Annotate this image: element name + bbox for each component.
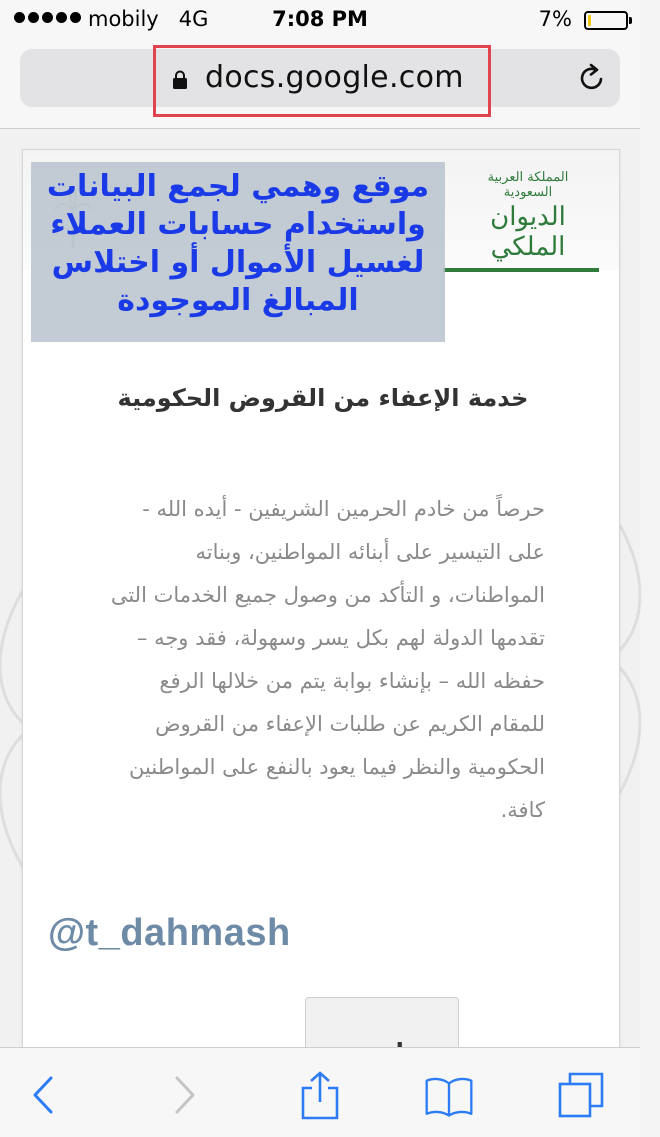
battery-percent: 7% [538,7,572,31]
warning-overlay-text: موقع وهمي لجمع البيانات واستخدام حسابات العملاء لغسيل الأموال أو اختلاس المبالغ الموجودة [31,162,445,342]
header-divider [443,268,599,272]
status-time: 7:08 PM [272,7,368,31]
bookmarks-icon[interactable] [424,1070,474,1120]
logo-top-line: المملكة العربية السعودية [487,170,569,200]
back-icon[interactable] [20,1070,70,1120]
lock-icon [172,70,188,90]
carrier-name: mobily [88,7,159,31]
service-description: حرصاً من خادم الحرمين الشريفين - أيده الله - على التيسير على أبنائه المواطنين، وبناته المواطنات، و التأكد من وصول جميع الخدمات التى تقدمها الدولة لهم بكل يسر وسهولة، فقد وجه – حفظه الله – بإنشاء بوابة يتم من خلالها الرفع للمقام الكريم عن طلبات الإعفاء من القروض الحكومية والنظر فيما يعود بالنفع على المواطنين كافة. [110,497,545,822]
browser-nav-area [0,40,640,129]
share-icon[interactable] [295,1070,345,1120]
content-card [22,149,620,1091]
battery-level-fill [588,15,591,26]
url-text[interactable]: docs.google.com [205,60,464,95]
tabs-icon[interactable] [556,1070,606,1120]
battery-icon [584,11,628,30]
service-title: خدمة الإعفاء من القروض الحكومية [117,384,529,412]
royal-court-logo [463,170,593,262]
network-type: 4G [178,7,209,31]
watermark-handle: @t_dahmash [48,912,291,954]
browser-toolbar [0,1047,640,1137]
status-bar [0,0,640,40]
logo-main-line: الديوان الملكي [490,202,566,262]
forward-icon[interactable] [158,1070,208,1120]
reload-icon[interactable] [576,62,608,94]
web-page [0,129,640,1047]
